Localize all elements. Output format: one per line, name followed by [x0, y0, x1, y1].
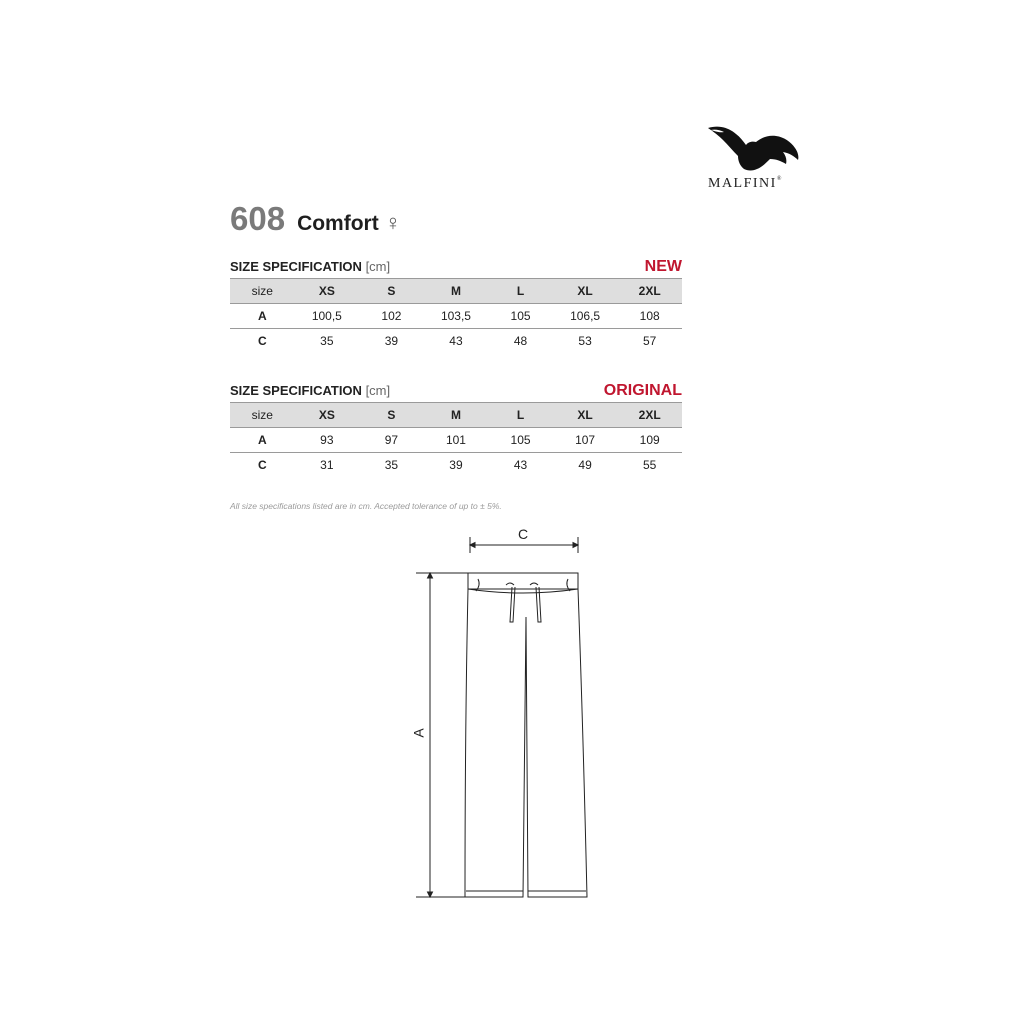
brand-name: MALFINI® [708, 176, 783, 191]
brand-logo [700, 118, 810, 198]
table-cell: 100,5 [295, 304, 360, 329]
table-cell: 107 [553, 428, 618, 453]
table-cell: 43 [513, 458, 528, 472]
table-row [230, 428, 682, 453]
row-label: C [257, 458, 267, 472]
row-label: A [230, 304, 295, 329]
trousers-outline-icon [410, 525, 590, 905]
spec-tag-new: NEW [644, 258, 682, 275]
table-cell: 105 [488, 428, 553, 453]
table-header-row [230, 279, 682, 304]
header-cell: XS [295, 403, 360, 428]
header-cell: XS [295, 279, 360, 304]
table-cell: 57 [643, 334, 657, 348]
table-cell: 105 [488, 304, 553, 329]
header-cell: 2XL [617, 403, 682, 428]
table-cell: 101 [424, 428, 489, 453]
header-cell: size [230, 403, 295, 428]
header-cell: size [230, 279, 295, 304]
spec-tag-original: ORIGINAL [603, 382, 682, 399]
header-cell: L [488, 403, 553, 428]
table-cell: 39 [449, 458, 463, 472]
spec-unit: [cm] [365, 383, 391, 398]
trousers-diagram [410, 525, 590, 905]
size-spec-original [230, 376, 682, 477]
table-cell: 93 [295, 428, 360, 453]
table-header-row [230, 403, 682, 428]
header-cell: XL [553, 279, 618, 304]
size-table-new [230, 278, 682, 353]
spec-title: SIZE SPECIFICATION [cm] [230, 259, 391, 274]
header-cell: L [488, 279, 553, 304]
table-cell: 109 [617, 428, 682, 453]
header-cell: S [359, 403, 424, 428]
table-cell: 35 [320, 334, 334, 348]
table-cell: 48 [513, 334, 528, 348]
size-spec-new [230, 252, 682, 353]
table-cell: 43 [449, 334, 463, 348]
header-cell: S [359, 279, 424, 304]
header-cell: M [424, 403, 489, 428]
tolerance-note: All size specifications listed are in cm. Accepted tolerance of up to ± 5%. [230, 501, 502, 511]
dimension-label-a: A [410, 728, 427, 738]
product-name: Comfort [297, 212, 379, 235]
eagle-icon [706, 118, 802, 176]
table-cell: 108 [617, 304, 682, 329]
table-cell: 97 [359, 428, 424, 453]
table-cell: 31 [320, 458, 334, 472]
product-model-number: 608 [230, 200, 286, 237]
dimension-label-c: C [518, 526, 529, 542]
spec-unit: [cm] [365, 259, 391, 274]
female-symbol-icon: ♀ [384, 210, 402, 235]
spec-title: SIZE SPECIFICATION [cm] [230, 383, 391, 398]
table-cell: 35 [384, 458, 399, 472]
registered-mark: ® [776, 176, 783, 182]
header-cell: M [424, 279, 489, 304]
table-row [230, 304, 682, 329]
table-cell: 106,5 [553, 304, 618, 329]
table-cell: 39 [384, 334, 399, 348]
spec-header [230, 252, 682, 278]
table-row [230, 329, 682, 354]
table-cell: 49 [578, 458, 592, 472]
row-label: C [257, 334, 267, 348]
row-label: A [230, 428, 295, 453]
header-cell: XL [553, 403, 618, 428]
spec-header [230, 376, 682, 402]
header-cell: 2XL [617, 279, 682, 304]
product-title [230, 200, 401, 244]
table-cell: 53 [578, 334, 592, 348]
table-row [230, 453, 682, 478]
table-cell: 102 [359, 304, 424, 329]
table-cell: 103,5 [424, 304, 489, 329]
table-cell: 55 [643, 458, 657, 472]
size-table-original [230, 402, 682, 477]
